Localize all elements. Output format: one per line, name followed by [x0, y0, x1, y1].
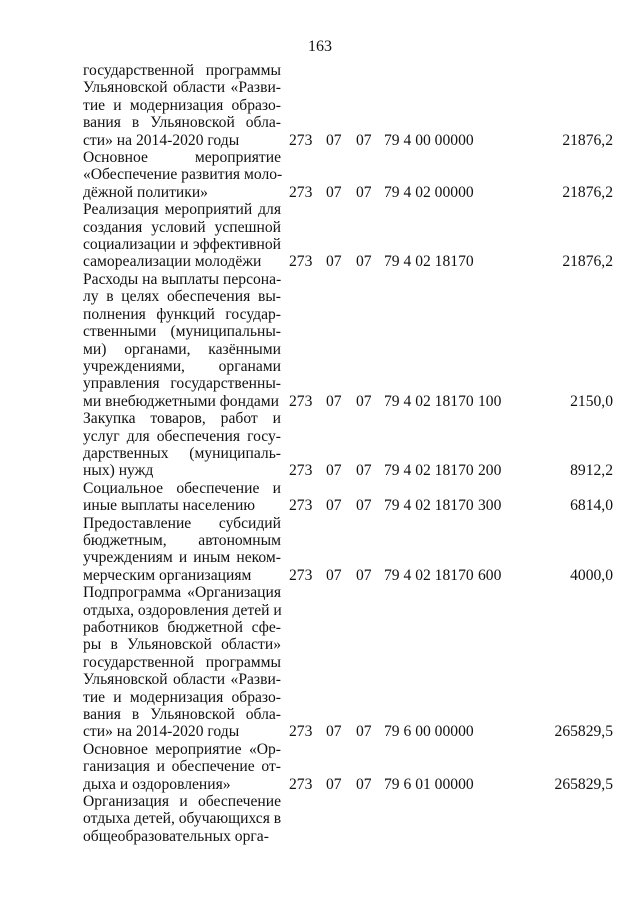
- target-article-code: 79 4 02 18170: [384, 462, 474, 480]
- description-line: Закупка товаров, работ и: [83, 410, 281, 428]
- section-code: 07: [326, 462, 342, 480]
- amount: 21876,2: [562, 183, 613, 201]
- description-line: вания в Ульяновской обла-: [83, 706, 281, 724]
- description-line: тие и модернизация образо-: [83, 688, 281, 706]
- section-code: 07: [326, 131, 342, 149]
- row-codes: [0, 393, 640, 410]
- description-line: управления государственны-: [83, 375, 281, 393]
- target-article-code: 79 4 02 18170: [384, 497, 474, 515]
- amount: 4000,0: [570, 566, 613, 584]
- table-row: [0, 793, 640, 845]
- ministry-code: 273: [289, 183, 313, 201]
- table-row: [0, 62, 640, 149]
- table-row: [0, 584, 640, 741]
- description-line: учреждениями, органами: [83, 357, 281, 375]
- row-codes: [0, 723, 640, 740]
- description-line: дарственных (муниципаль-: [83, 444, 281, 462]
- ministry-code: 273: [289, 566, 313, 584]
- row-codes: [0, 253, 640, 270]
- row-codes: [0, 497, 640, 514]
- description-line: тие и модернизация образо-: [83, 96, 281, 114]
- description-line: самореализации молодёжи: [83, 253, 262, 271]
- description-line: государственной программы: [83, 62, 281, 79]
- description-line: «Обеспечение развития моло-: [83, 166, 283, 184]
- amount: 265829,5: [554, 775, 613, 793]
- description-line: услуг для обеспечения госу-: [83, 427, 281, 445]
- description-line: работников бюджетной сфе-: [83, 619, 281, 636]
- description-line: ми внебюджетными фондами: [83, 392, 280, 410]
- description-line: Предоставление субсидий: [83, 514, 281, 532]
- expense-type-code: 200: [478, 462, 502, 480]
- target-article-code: 79 4 02 18170: [384, 392, 474, 410]
- description-line: иные выплаты населению: [83, 497, 256, 515]
- description-line: общеобразовательных орга-: [83, 827, 269, 845]
- description-line: полнения функций государ-: [83, 305, 281, 323]
- ministry-code: 273: [289, 392, 313, 410]
- subsection-code: 07: [356, 566, 372, 584]
- subsection-code: 07: [356, 723, 372, 741]
- section-code: 07: [326, 183, 342, 201]
- description-line: сти» на 2014-2020 годы: [83, 131, 240, 149]
- row-codes: [0, 132, 640, 149]
- amount: 8912,2: [570, 462, 613, 480]
- subsection-code: 07: [356, 775, 372, 793]
- expense-type-code: 100: [478, 392, 502, 410]
- description-line: Основное мероприятие «Ор-: [83, 740, 281, 758]
- subsection-code: 07: [356, 462, 372, 480]
- expense-type-code: 300: [478, 497, 502, 515]
- expense-type-code: 600: [478, 566, 502, 584]
- target-article-code: 79 4 00 00000: [384, 131, 474, 149]
- target-article-code: 79 4 02 18170: [384, 253, 474, 271]
- amount: 6814,0: [570, 497, 613, 515]
- description-line: дыха и оздоровления»: [83, 775, 231, 793]
- amount: 265829,5: [554, 723, 613, 741]
- target-article-code: 79 6 01 00000: [384, 775, 474, 793]
- description-line: ры в Ульяновской области»: [83, 636, 281, 654]
- description-line: Организация и обеспечение: [83, 793, 281, 811]
- table-row: [0, 410, 640, 480]
- description-line: Ульяновской области «Разви-: [83, 79, 281, 97]
- table-row: [0, 201, 640, 271]
- subsection-code: 07: [356, 131, 372, 149]
- description-line: дёжной политики»: [83, 183, 208, 201]
- table-row: [0, 741, 640, 793]
- section-code: 07: [326, 775, 342, 793]
- description-line: ми) органами, казёнными: [83, 340, 281, 358]
- description-line: мерческим организациям: [83, 566, 252, 584]
- target-article-code: 79 6 00 00000: [384, 723, 474, 741]
- description-line: бюджетным, автономным: [83, 531, 281, 549]
- description-line: лу в целях обеспечения вы-: [83, 288, 281, 306]
- section-code: 07: [326, 392, 342, 410]
- page-number: 163: [308, 38, 332, 55]
- description-line: ственными (муниципальны-: [83, 323, 281, 341]
- description-line: учреждениям и иным неком-: [83, 549, 281, 567]
- subsection-code: 07: [356, 497, 372, 515]
- section-code: 07: [326, 723, 342, 741]
- section-code: 07: [326, 253, 342, 271]
- description-line: ганизация и обеспечение от-: [83, 758, 281, 776]
- row-description: [83, 584, 281, 741]
- description-line: Ульяновской области «Разви-: [83, 671, 281, 689]
- section-code: 07: [326, 497, 342, 515]
- description-line: Расходы на выплаты персона-: [83, 270, 282, 288]
- subsection-code: 07: [356, 392, 372, 410]
- table-row: [0, 271, 640, 410]
- ministry-code: 273: [289, 253, 313, 271]
- table-row: [0, 515, 640, 585]
- table-row: [0, 480, 640, 515]
- row-codes: [0, 462, 640, 479]
- subsection-code: 07: [356, 183, 372, 201]
- amount: 21876,2: [562, 131, 613, 149]
- description-line: отдыха, оздоровления детей и: [83, 601, 282, 619]
- row-codes: [0, 776, 640, 793]
- description-line: Подпрограмма «Организация: [83, 584, 281, 602]
- description-line: Реализация мероприятий для: [83, 201, 281, 219]
- description-line: вания в Ульяновской обла-: [83, 114, 281, 132]
- description-line: государственной программы: [83, 653, 281, 671]
- description-line: Социальное обеспечение и: [83, 479, 281, 497]
- ministry-code: 273: [289, 462, 313, 480]
- row-description: [83, 271, 281, 410]
- description-line: ных) нужд: [83, 462, 154, 480]
- description-line: отдыха детей, обучающихся в: [83, 810, 282, 828]
- budget-table: [0, 62, 640, 845]
- description-line: сти» на 2014-2020 годы: [83, 723, 240, 741]
- row-codes: [0, 828, 640, 845]
- table-row: [0, 149, 640, 201]
- ministry-code: 273: [289, 497, 313, 515]
- row-codes: [0, 567, 640, 584]
- description-line: Основное мероприятие: [83, 149, 281, 167]
- target-article-code: 79 4 02 00000: [384, 183, 474, 201]
- target-article-code: 79 4 02 18170: [384, 566, 474, 584]
- ministry-code: 273: [289, 723, 313, 741]
- amount: 21876,2: [562, 253, 613, 271]
- description-line: создания условий успешной: [83, 218, 281, 236]
- row-codes: [0, 184, 640, 201]
- description-line: социализации и эффективной: [83, 236, 281, 254]
- subsection-code: 07: [356, 253, 372, 271]
- ministry-code: 273: [289, 131, 313, 149]
- ministry-code: 273: [289, 775, 313, 793]
- section-code: 07: [326, 566, 342, 584]
- amount: 2150,0: [570, 392, 613, 410]
